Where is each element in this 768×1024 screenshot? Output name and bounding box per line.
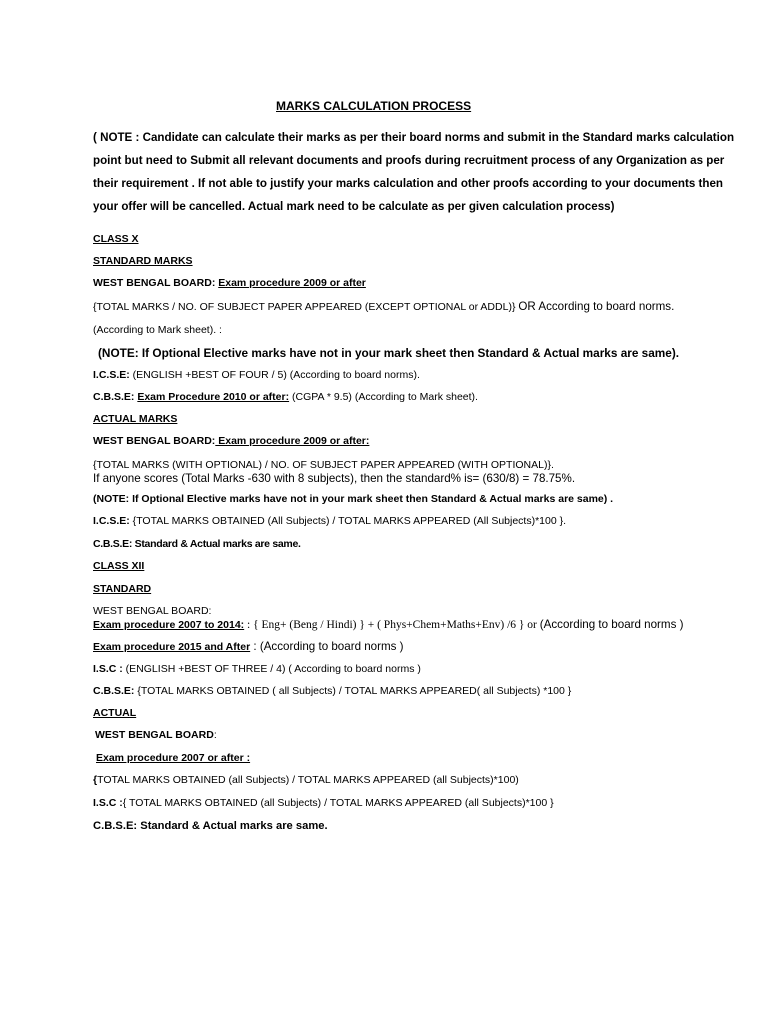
class-xii-wb-actual-exam: Exam procedure 2007 or after : — [96, 752, 251, 764]
note-line-3: their requirement . If not able to justify your marks calculation and other proofs according to your documents then — [93, 177, 724, 190]
isc-actual-label: I.S.C : — [93, 797, 123, 809]
class-x-optional-note-2: (NOTE: If Optional Elective marks have not in your mark sheet then Standard & Actual marks are same) . — [93, 493, 614, 505]
class-x-cbse-actual-line — [93, 537, 301, 551]
exam-2007-formula: : { Eng+ (Beng / Hindi) } + ( Phys+Chem+Maths+Env) /6 } or — [244, 619, 540, 631]
class-xii-wb-label: WEST BENGAL BOARD: — [93, 605, 212, 617]
icse-label: I.C.S.E: — [93, 369, 130, 381]
class-xii-wb-actual-line — [95, 728, 217, 742]
class-x-wb-marksheet: (According to Mark sheet). : — [93, 324, 222, 336]
class-x-icse-line — [93, 368, 420, 382]
class-xii-wb-actual-formula-line — [93, 773, 519, 787]
isc-actual-text: { TOTAL MARKS OBTAINED (all Subjects) / TOTAL MARKS APPEARED (all Subjects)*100 } — [122, 797, 554, 809]
wb-formula: {TOTAL MARKS / NO. OF SUBJECT PAPER APPEARED (EXCEPT OPTIONAL or ADDL)} — [93, 301, 519, 313]
wb-xii-formula-open: { — [93, 774, 98, 786]
class-x-wb-line — [93, 276, 366, 290]
wb-board-label: WEST BENGAL BOARD — [93, 277, 212, 289]
note-line-4: your offer will be cancelled. Actual mark need to be calculate as per given calculation process) — [93, 200, 615, 213]
class-x-optional-note: (NOTE: If Optional Elective marks have not in your mark sheet then Standard & Actual marks are same). — [98, 346, 680, 360]
note-line-2: point but need to Submit all relevant documents and proofs during recruitment process of any Organization as per — [93, 154, 725, 167]
icse-text: (ENGLISH +BEST OF FOUR / 5) (According to board norms). — [129, 369, 420, 381]
cbse-actual-label: C.B.S.E: — [93, 538, 133, 550]
wb-exam-procedure: Exam procedure 2009 or after — [218, 277, 366, 289]
class-x-example: If anyone scores (Total Marks -630 with 8 subjects), then the standard% is= (630/8) = 78.75%. — [93, 472, 576, 485]
class-xii-isc-line — [93, 662, 421, 676]
icse-actual-label: I.C.S.E: — [93, 515, 130, 527]
class-x-actual-heading: ACTUAL MARKS — [93, 413, 178, 425]
wb-actual-label: WEST BENGAL BOARD: — [93, 435, 216, 447]
class-xii-cbse-actual: C.B.S.E: Standard & Actual marks are same. — [93, 820, 328, 832]
wb-xii-actual-sep: : — [213, 729, 217, 741]
wb-board-sep: : — [211, 277, 219, 289]
isc-text: (ENGLISH +BEST OF THREE / 4) ( According to board norms ) — [122, 663, 421, 675]
cbse-actual-text: Standard & Actual marks are same. — [132, 538, 301, 550]
class-x-heading: CLASS X — [93, 233, 139, 245]
class-x-wb-actual-formula: {TOTAL MARKS (WITH OPTIONAL) / NO. OF SUBJECT PAPER APPEARED (WITH OPTIONAL)}. — [93, 459, 554, 471]
class-x-wb-formula-line — [93, 300, 674, 314]
class-xii-heading: CLASS XII — [93, 560, 145, 572]
class-xii-actual-heading: ACTUAL — [93, 707, 137, 719]
cbse-label: C.B.S.E: — [93, 391, 135, 403]
class-xii-standard-heading: STANDARD — [93, 583, 152, 595]
cbse-exam-procedure: Exam Procedure 2010 or after: — [137, 391, 290, 403]
exam-2015-label: Exam procedure 2015 and After — [93, 641, 251, 653]
class-xii-exam-2015-line — [93, 640, 404, 654]
wb-formula-tail: OR According to board norms. — [518, 300, 675, 313]
class-x-icse-actual-line — [93, 514, 566, 528]
exam-2015-text: : (According to board norms ) — [250, 640, 404, 653]
note-line-1: ( NOTE : Candidate can calculate their marks as per their board norms and submit in the Standard marks calculation — [93, 131, 735, 144]
class-xii-exam-2007-line — [93, 618, 683, 632]
class-xii-isc-actual-line — [93, 796, 554, 810]
class-xii-cbse-line — [93, 684, 571, 698]
exam-2007-label: Exam procedure 2007 to 2014: — [93, 619, 245, 631]
cbse-text: (CGPA * 9.5) (According to Mark sheet). — [289, 391, 478, 403]
page-title: MARKS CALCULATION PROCESS — [276, 99, 472, 113]
icse-actual-text: {TOTAL MARKS OBTAINED (All Subjects) / TOTAL MARKS APPEARED (All Subjects)*100 }. — [129, 515, 567, 527]
exam-2007-tail: (According to board norms ) — [539, 618, 684, 631]
class-x-wb-actual-line — [93, 434, 369, 448]
class-x-cbse-line — [93, 390, 478, 404]
wb-actual-exam: Exam procedure 2009 or after: — [215, 435, 370, 447]
cbse-xii-text: {TOTAL MARKS OBTAINED ( all Subjects) / TOTAL MARKS APPEARED( all Subjects) *100 } — [134, 685, 572, 697]
wb-xii-formula: TOTAL MARKS OBTAINED (all Subjects) / TOTAL MARKS APPEARED (all Subjects)*100) — [97, 774, 519, 786]
isc-label: I.S.C : — [93, 663, 123, 675]
class-x-standard-heading: STANDARD MARKS — [93, 255, 193, 267]
cbse-xii-label: C.B.S.E: — [93, 685, 135, 697]
wb-xii-actual-label: WEST BENGAL BOARD — [95, 729, 214, 741]
